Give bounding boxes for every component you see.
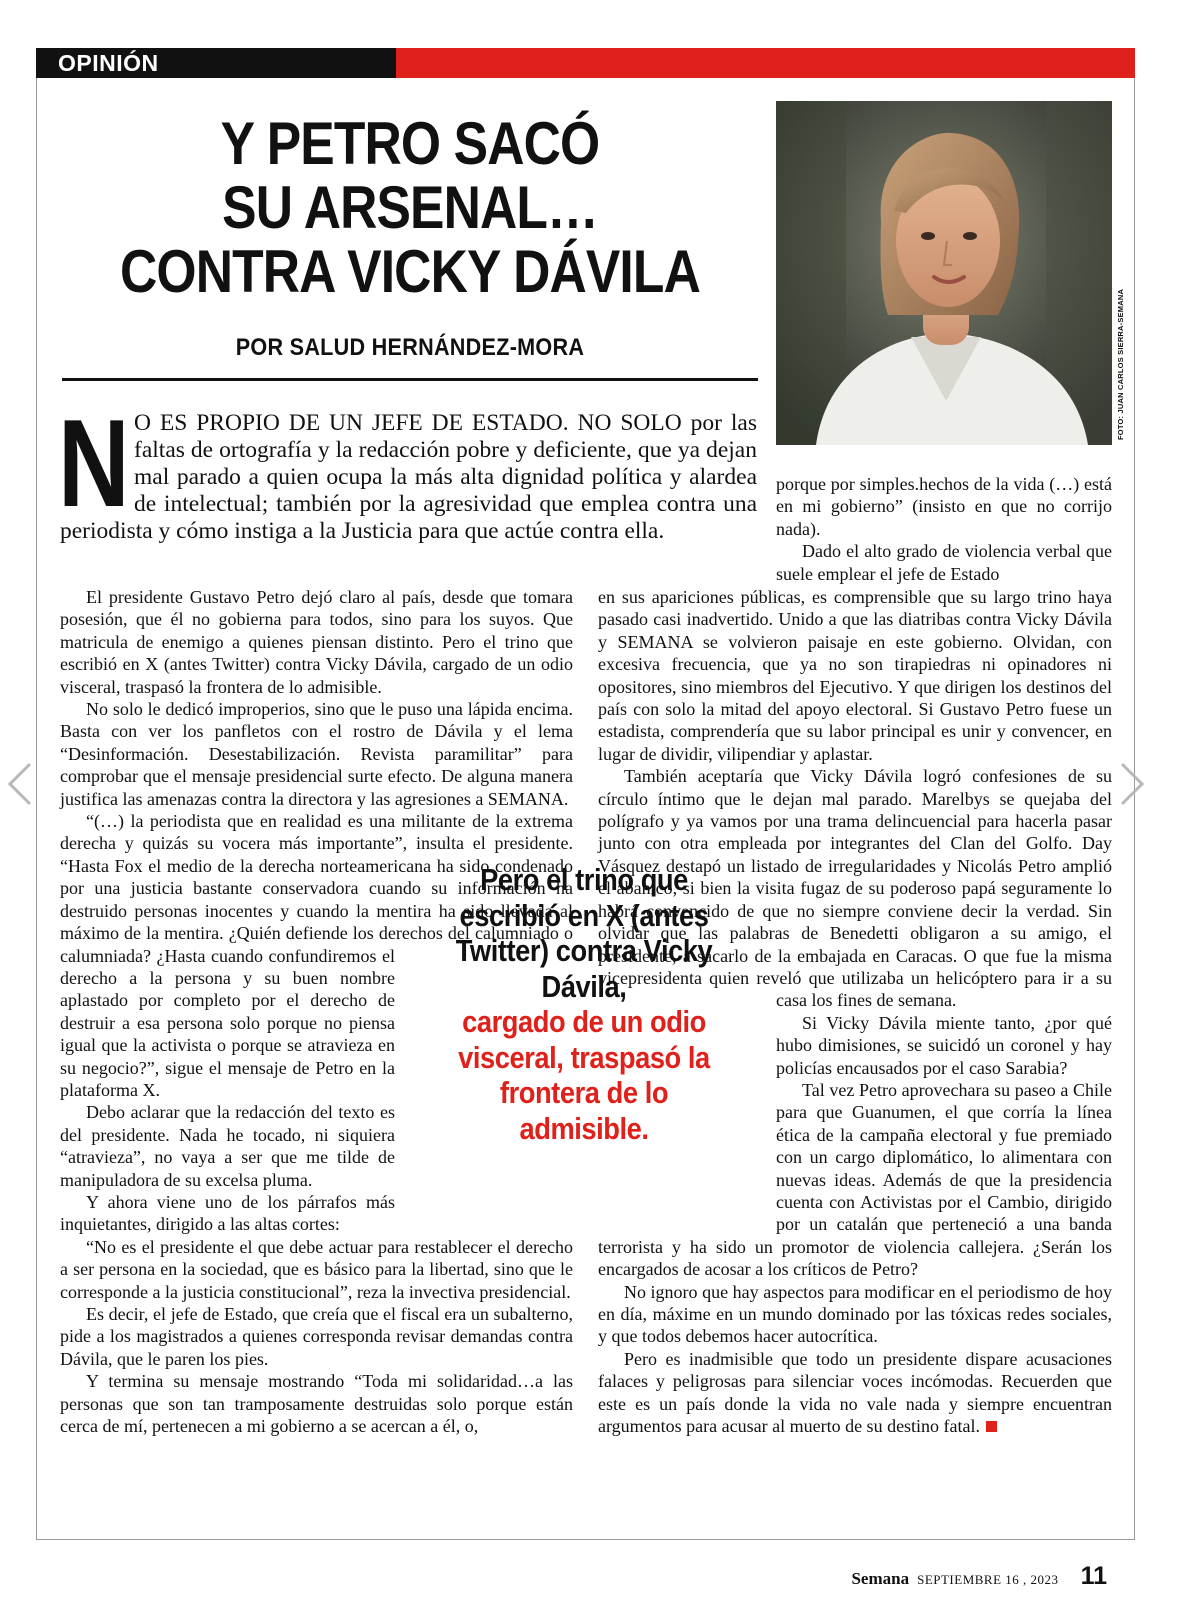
photo-credit: FOTO: JUAN CARLOS SIERRA-SEMANA bbox=[1116, 288, 1125, 440]
chevron-right-icon[interactable] bbox=[1116, 760, 1148, 808]
paragraph: Si Vicky Dávila miente tanto, ¿por qué hubo dimisiones, se suicidó un coronel y hay policías encausados por el caso Sarabia? bbox=[776, 1012, 1112, 1078]
paragraph: “No es el presidente el que debe actuar para restablecer el derecho a ser persona en la sociedad, que es básico para la libertad, sino que le corresponde a la justicia constitucional”, reza la invectiva presidencial. bbox=[60, 1236, 573, 1302]
end-mark-icon bbox=[986, 1421, 997, 1432]
headline-line: Y PETRO SACÓ bbox=[220, 110, 600, 177]
section-label: OPINIÓN bbox=[36, 48, 396, 78]
lede bbox=[58, 395, 757, 545]
paragraph: Y termina su mensaje mostrando “Toda mi solidaridad…a las personas que son tan tramposamente destruidas solo porque están cerca de mí, pertenecen a mi gobierno a se acercan a él, o, bbox=[60, 1371, 573, 1437]
byline: POR SALUD HERNÁNDEZ-MORA bbox=[235, 334, 585, 361]
chevron-left-icon[interactable] bbox=[4, 760, 36, 808]
page-footer bbox=[851, 1562, 1107, 1591]
paragraph: porque por simples.hechos de la vida (…) está en mi gobierno” (insisto en que no corrijo nada). bbox=[776, 474, 1112, 539]
paragraph: Tal vez Petro aprovechara su paseo a Chile para que Guanumen, el que corría la línea ética de la campaña electoral y fue premiado con un cargo diplomático, lo alimentara con nuevas ideas. Además de que la presidencia cuenta con Activistas por el Cambio, dirigido por un catalán que perteneció a una banda terrorista y ha sido un promotor de violencia callejera. ¿Serán los encargados de acosar a los críticos de Petro? bbox=[598, 1079, 1112, 1280]
paragraph: en sus apariciones públicas, es comprensible que su largo trino haya pasado casi inadvertido. Unido a que las diatribas contra Vicky Dávila y SEMANA se volvieron paisaje en este gobierno. Olvidan, con excesiva frecuencia, que ya no son tirapiedras ni opinadores ni opositores, sino miembros del Ejecutivo. Y que dirigen los destinos del país con solo la mitad del apoyo electoral. Si Gustavo Petro fuese un estadista, comprendería que su labor principal es unir y convencer, en lugar de dividir, vilipendiar y aplastar. bbox=[598, 587, 1112, 764]
paragraph: No ignoro que hay aspectos para modificar en el periodismo de hoy en día, máxime en un mundo dominado por las tóxicas redes sociales, y que todos debemos hacer autocrítica. bbox=[598, 1281, 1112, 1347]
drop-cap: N bbox=[58, 395, 130, 533]
paragraph-final bbox=[598, 1348, 1112, 1438]
headline bbox=[109, 112, 711, 304]
section-accent-bar bbox=[396, 48, 1135, 78]
paragraph-final-text: Pero es inadmisible que todo un presidente dispare acusaciones falaces y peligrosas para silenciar voces incómodas. Recuerden que este es un país donde la vida no vale nada y siempre encuentran argumentos para acusar al muerto de su destino fatal. bbox=[598, 1348, 1112, 1437]
pullquote bbox=[434, 862, 733, 1146]
headline-line: CONTRA VICKY DÁVILA bbox=[120, 238, 700, 305]
right-column-top bbox=[776, 473, 1112, 585]
issue-date: SEPTIEMBRE 16 , 2023 bbox=[917, 1572, 1059, 1587]
paragraph: También aceptaría que Vicky Dávila logró confesiones de su círculo íntimo que le dejan mal parado. Marelbys se quejaba del polígrafo y ya vamos por una trama delincuencial para hacerla pasar junto con otra empleada por integrantes del Clan del Golfo. Day Vásquez destapó un listado de irregularidades y Nicolás Petro amplió el abanico, si bien la visita fugaz de su poderoso papá seguramente lo habrá convencido de que no siempre conviene decir la verdad. Sin olvidar que las palabras de Benedetti obligaron a su amigo, el presidente, a sacarlo de la embajada en Caracas. O que fue la misma vicepresidenta quien reveló que utilizaba un helicóptero para ir a su casa los fines de semana. bbox=[598, 766, 1112, 1011]
page-number: 11 bbox=[1080, 1562, 1107, 1590]
paragraph: Debo aclarar que la redacción del texto es del presidente. Nada he tocado, ni siquiera “atravieza”, no vaya a ser que me tilde de manipuladora de su excelsa pluma. bbox=[60, 1102, 395, 1190]
author-photo bbox=[776, 101, 1112, 445]
paragraph: Dado el alto grado de violencia verbal que suele emplear el jefe de Estado bbox=[776, 541, 1112, 584]
pullquote-highlight: cargado de un odio visceral, traspasó la frontera de lo admisible. bbox=[458, 1004, 710, 1146]
section-bar bbox=[36, 48, 1135, 78]
paragraph: Y ahora viene uno de los párrafos más inquietantes, dirigido a las altas cortes: bbox=[60, 1191, 395, 1235]
magazine-name: Semana bbox=[851, 1569, 910, 1588]
paragraph: No solo le dedicó improperios, sino que le puso una lápida encima. Basta con ver los panfletos con el rostro de Dávila y el lema “Desinformación. Desestabilización. Revista paramilitar” para comprobar que el mensaje presidencial surte efecto. De alguna manera justifica las amenazas contra la directora y las agresiones a SEMANA. bbox=[60, 699, 573, 809]
lede-text: O ES PROPIO DE UN JEFE DE ESTADO. NO SOLO por las faltas de ortografía y la redacción pobre y deficiente, que ya dejan mal parado a quien ocupa la más alta dignidad política y alardea de intelectual; también por la agresividad que emplea contra una periodista y cómo instiga a la Justicia para que actúe contra ella. bbox=[60, 410, 757, 544]
pullquote-text: Pero el trino que escribió en X (antes Twitter) contra Vicky Dávila, bbox=[455, 862, 713, 1004]
headline-line: SU ARSENAL… bbox=[222, 174, 598, 241]
paragraph: “(…) la periodista que en realidad es una militante de la extrema derecha y quizás su vocera más importante”, insulta el presidente. “Hasta Fox el medio de la derecha norteamericana ha sido condenado por una justicia bastante conservadora cuando su información ha destruido personas inocentes y cuando la mentira ha sido llevada al máximo de la mentira. ¿Quién defiende los derechos del calumniado o calumniada? ¿Hasta cuando confundiremos el derecho a la persona y su buen nombre aplastado por completo por el derecho de destruir a esa persona solo porque no piensa igual que la activista o porque se atravieza en su negocio?”, sigue el mensaje de Petro en la plataforma X. bbox=[60, 811, 573, 1100]
paragraph: El presidente Gustavo Petro dejó claro al país, desde que tomara posesión, que él no gobierna para todos, sino para los suyos. Que matricula de enemigo a quienes piensan distinto. Pero el trino que escribió en X (antes Twitter) contra Vicky Dávila, cargado de un odio visceral, traspasó la frontera de lo admisible. bbox=[60, 587, 573, 697]
headline-rule bbox=[62, 378, 758, 381]
paragraph: Es decir, el jefe de Estado, que creía que el fiscal era un subalterno, pide a los magistrados a quienes corresponda revisar demandas contra Dávila, que le paren los pies. bbox=[60, 1304, 573, 1369]
